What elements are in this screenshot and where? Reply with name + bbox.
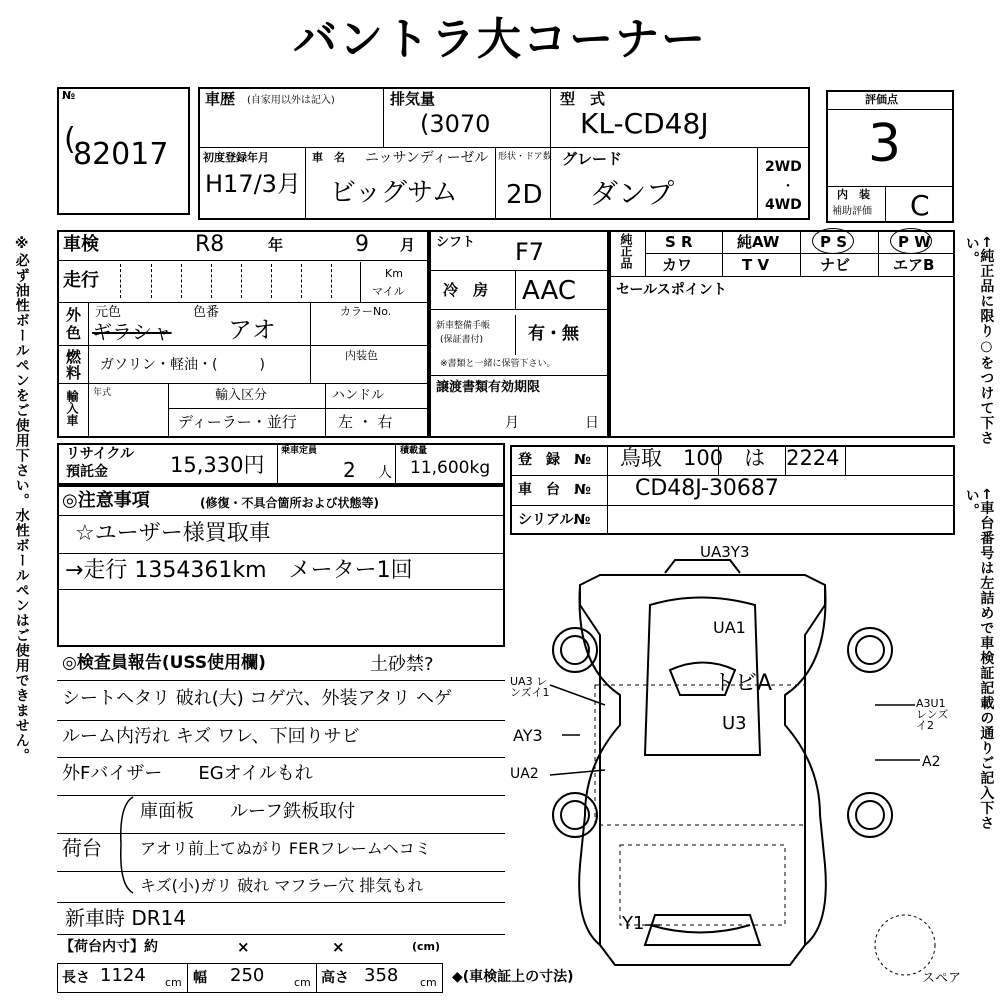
- inspection-year-label: 年: [268, 236, 284, 254]
- maintenance-label-1: 新車整備手帳: [436, 321, 491, 331]
- fuel-label-1: 燃: [66, 348, 82, 366]
- serial-label: シリアル№: [518, 512, 591, 528]
- equip-tv[interactable]: T V: [742, 256, 770, 274]
- damage-mark-ua2[interactable]: UA2: [510, 766, 539, 782]
- notes-label: ◎注意事項: [62, 490, 150, 511]
- mileage-unit-mile: マイル: [372, 285, 405, 298]
- history-note: (自家用以外は記入): [247, 95, 335, 106]
- color-no-label: カラーNo.: [340, 305, 392, 318]
- paint-no-label: 色番: [193, 305, 220, 320]
- right-margin-note-2: ←車台番号は左詰めで車検証記載の通りご記入下さい。: [963, 488, 995, 831]
- width-cm: cm: [294, 976, 311, 989]
- damage-mark-ay3[interactable]: AY3: [513, 726, 543, 745]
- grade-value[interactable]: ダンプ: [590, 177, 675, 210]
- recycle-label-1: リサイクル: [66, 446, 135, 462]
- shift-label: シフト: [436, 235, 476, 250]
- inspector-extra: 土砂禁?: [370, 654, 434, 675]
- shift-value[interactable]: F7: [515, 238, 545, 266]
- notes-line-2[interactable]: →走行 1354361km メーター1回: [65, 558, 413, 583]
- drive-2wd[interactable]: 2WD: [765, 159, 802, 175]
- displacement-value[interactable]: (3070: [420, 110, 491, 138]
- damage-mark-ua3y3[interactable]: UA3Y3: [700, 543, 750, 561]
- inspector-line-3[interactable]: 外Fバイザー EGオイルもれ: [62, 763, 313, 784]
- height-cm: cm: [420, 976, 437, 989]
- width-value[interactable]: 250: [230, 965, 265, 986]
- inspector-side-label: 荷台: [62, 836, 102, 860]
- handle-value[interactable]: 左 ・ 右: [338, 413, 393, 431]
- mileage-unit-km: Km: [385, 267, 403, 280]
- interior-score-value[interactable]: C: [910, 189, 930, 222]
- displacement-label: 排気量: [390, 90, 436, 108]
- cargo-x2: ×: [332, 938, 345, 956]
- equip-pw-circle: [890, 228, 932, 254]
- import-year-label: 年式: [93, 388, 112, 398]
- interior-score-label-1: 内 装: [837, 188, 870, 201]
- capacity-value[interactable]: 2: [343, 458, 356, 482]
- transfer-day: 日: [585, 415, 599, 431]
- interior-score-label-2: 補助評価: [832, 206, 872, 217]
- recycle-value[interactable]: 15,330円: [170, 453, 265, 477]
- drive-dot: ・: [781, 179, 795, 195]
- color-label-1: 外: [66, 306, 82, 324]
- inspector-line-1[interactable]: シートヘタリ 破れ(大) コゲ穴、外装アタリ ヘゲ: [62, 688, 452, 709]
- length-label: 長さ: [62, 970, 90, 986]
- spare-label: スペア: [922, 971, 962, 986]
- model-code-label: 型 式: [560, 90, 606, 108]
- lot-number[interactable]: 82017: [73, 137, 169, 172]
- load-label: 積載量: [400, 446, 428, 456]
- import-class-value[interactable]: ディーラー・並行: [178, 413, 297, 431]
- cargo-x1: ×: [237, 938, 250, 956]
- height-value[interactable]: 358: [364, 965, 399, 986]
- equip-ps-circle: [812, 228, 854, 254]
- inspector-line-2[interactable]: ルーム内汚れ キズ ワレ、下回りサビ: [62, 726, 360, 747]
- cargo-label: 【荷台内寸】約: [60, 939, 158, 955]
- registration-label: 登 録 №: [518, 452, 591, 468]
- chassis-value[interactable]: CD48J-30687: [635, 476, 779, 501]
- sales-point-label: セールスポイント: [616, 282, 727, 298]
- page-title: バントラ大コーナー: [293, 14, 707, 65]
- capacity-unit: 人: [378, 465, 392, 481]
- orig-color-label: 元色: [95, 305, 122, 320]
- lot-label: №: [62, 89, 76, 102]
- equip-navi[interactable]: ナビ: [820, 256, 851, 274]
- score-value[interactable]: 3: [868, 114, 902, 174]
- maintenance-value[interactable]: 有・無: [528, 324, 579, 344]
- inspection-month[interactable]: 9: [355, 232, 369, 257]
- interior-color-label: 内装色: [345, 349, 378, 362]
- fuel-options[interactable]: ガソリン・軽油・( ): [100, 357, 265, 373]
- maintenance-label-2: (保証書付): [440, 335, 484, 345]
- length-value[interactable]: 1124: [100, 965, 146, 986]
- maintenance-note: ※書類と一緒に保管下さい。: [440, 359, 556, 369]
- import-label: 輸入車: [65, 390, 79, 426]
- first-reg-value[interactable]: H17/3月: [205, 170, 301, 198]
- length-cm: cm: [165, 976, 182, 989]
- damage-mark-a2[interactable]: A2: [922, 754, 941, 770]
- import-class-label: 輸入区分: [215, 388, 268, 403]
- inspector-line-4[interactable]: 庫面板 ルーフ鉄板取付: [140, 801, 356, 822]
- car-maker: ニッサンディーゼル: [365, 150, 489, 166]
- equip-pw[interactable]: P W: [898, 233, 931, 251]
- recycle-label-2: 預託金: [66, 464, 108, 480]
- mileage-digit-boxes[interactable]: [120, 264, 355, 298]
- damage-mark-ua1[interactable]: UA1: [713, 618, 746, 637]
- doors-label: 形状・ドア数: [498, 152, 552, 162]
- first-reg-label: 初度登録年月: [203, 151, 269, 164]
- car-name-label: 車 名: [312, 151, 345, 164]
- inspection-era[interactable]: R8: [195, 232, 225, 257]
- equip-leather[interactable]: カワ: [662, 256, 693, 274]
- ac-label: 冷 房: [443, 281, 489, 299]
- inspector-line-6[interactable]: キズ(小)ガリ 破れ マフラー穴 排気もれ: [140, 876, 424, 895]
- handle-label: ハンドル: [332, 388, 385, 403]
- cargo-unit: (cm): [412, 940, 441, 953]
- inspector-label: ◎検査員報告(USS使用欄): [62, 653, 266, 673]
- damage-mark-y1[interactable]: Y1: [622, 913, 645, 934]
- notes-line-1[interactable]: ☆ユーザー様買取車: [75, 521, 271, 546]
- equip-ps[interactable]: P S: [820, 233, 848, 251]
- inspection-label: 車検: [63, 234, 99, 255]
- color-label-2: 色: [66, 324, 82, 342]
- mileage-label: 走行: [63, 270, 99, 291]
- equip-sr[interactable]: S R: [665, 233, 693, 251]
- transfer-month: 月: [505, 415, 519, 431]
- vehicle-diagram: [520, 545, 960, 990]
- chassis-label: 車 台 №: [518, 482, 591, 498]
- damage-mark-a3u1-lens[interactable]: A3U1 レンズイ2: [916, 697, 949, 732]
- inspector-line-5[interactable]: アオリ前上てぬがり FERフレームヘコミ: [140, 839, 431, 858]
- equip-airbag[interactable]: エアB: [893, 256, 935, 274]
- orig-color-value[interactable]: ギラシャ: [92, 320, 172, 344]
- transfer-label: 譲渡書類有効期限: [436, 380, 541, 395]
- score-label: 評価点: [865, 93, 898, 106]
- left-margin-note: ※必ず油性ボールペンをご使用下さい。水性ボールペンはご使用できません。: [13, 236, 30, 763]
- genuine-label: 純正品: [619, 233, 633, 269]
- width-label: 幅: [193, 970, 207, 986]
- inspector-line-7[interactable]: 新車時 DR14: [65, 906, 187, 930]
- car-name-value[interactable]: ビッグサム: [330, 178, 458, 208]
- notes-sub: (修復・不具合箇所および状態等): [200, 496, 379, 510]
- registration-value[interactable]: 鳥取 100 は 2224: [620, 446, 840, 470]
- right-margin-note-1: ←純正品に限り○をつけて下さい。: [963, 236, 995, 446]
- capacity-label: 乗車定員: [281, 446, 318, 456]
- drive-4wd[interactable]: 4WD: [765, 197, 802, 213]
- damage-mark-tobi-a[interactable]: トビA: [713, 671, 773, 696]
- load-value[interactable]: 11,600kg: [410, 458, 491, 478]
- fuel-label-2: 料: [66, 364, 82, 382]
- ac-value[interactable]: AAC: [522, 276, 576, 306]
- damage-mark-u3[interactable]: U3: [722, 713, 747, 734]
- cargo-note: ◆(車検証上の寸法): [452, 969, 574, 985]
- model-code-value[interactable]: KL-CD48J: [580, 107, 709, 140]
- lot-paren: (: [64, 122, 76, 157]
- history-label: 車歴: [205, 90, 236, 108]
- bracket-mark: [115, 795, 135, 895]
- inspection-month-label: 月: [400, 236, 416, 254]
- height-label: 高さ: [321, 970, 349, 986]
- doors-value[interactable]: 2D: [506, 180, 543, 210]
- paint-color-value[interactable]: アオ: [228, 316, 276, 344]
- equip-alloy-wheel[interactable]: 純AW: [737, 233, 780, 251]
- damage-mark-ua3-lens[interactable]: UA3 レンズイ1: [510, 675, 550, 699]
- grade-label: グレード: [562, 150, 623, 168]
